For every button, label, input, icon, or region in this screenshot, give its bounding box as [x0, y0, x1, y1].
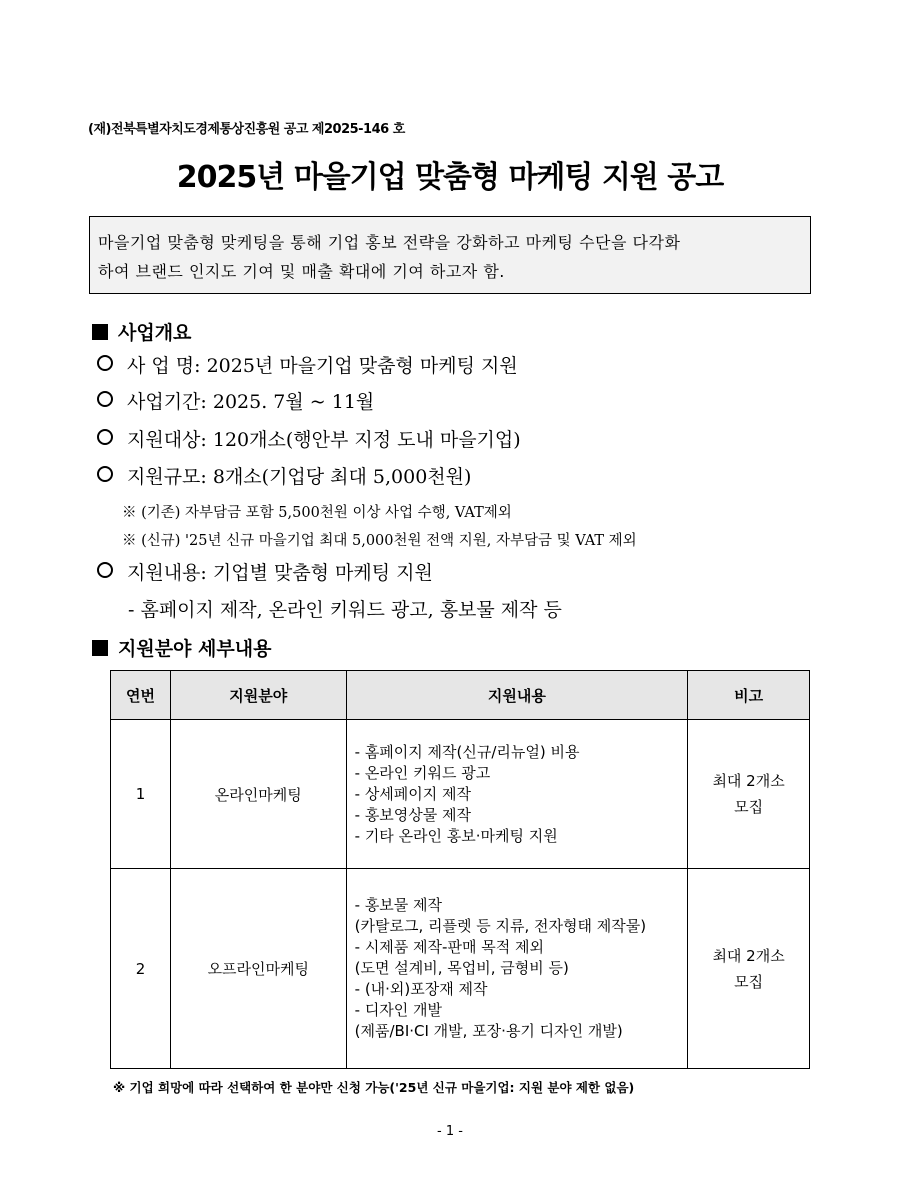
content-line: - 온라인 키워드 광고: [354, 763, 491, 782]
table-header-row: [111, 671, 810, 720]
item-target: [97, 425, 521, 452]
content-line: - 디자인 개발: [354, 1001, 443, 1019]
note-existing: ※ (기존) 자부담금 포함 5,500천원 이상 사업 수행, VAT제외: [122, 505, 512, 521]
remark-line-1: 최대 2개소: [712, 946, 785, 965]
row-contents: [346, 720, 688, 869]
circle-bullet-icon: [97, 391, 113, 407]
period-text: 사업기간: 2025. 7월 ~ 11월: [127, 391, 375, 413]
content-line: (도면 설계비, 목업비, 금형비 등): [354, 959, 569, 977]
content-text: 지원내용: 기업별 맞춤형 마케팅 지원: [127, 562, 433, 584]
page-number: - 1 -: [437, 1124, 463, 1139]
note-new: ※ (신규) '25년 신규 마을기업 최대 5,000천원 전액 지원, 자부담금 및 VAT 제외: [122, 533, 637, 549]
item-project-name: [97, 351, 518, 378]
table-row: [111, 869, 810, 1069]
content-detail: - 홈페이지 제작, 온라인 키워드 광고, 홍보물 제작 등: [128, 599, 562, 621]
header-content: 지원내용: [346, 671, 688, 720]
item-content: [97, 558, 433, 585]
row-field: 오프라인마케팅: [170, 869, 346, 1069]
item-scale: [97, 462, 471, 489]
content-line: - 홍보영상물 제작: [354, 805, 472, 824]
row-contents: [346, 869, 688, 1069]
circle-bullet-icon: [97, 355, 113, 371]
content-line: (카탈로그, 리플렛 등 지류, 전자형태 제작물): [354, 917, 647, 935]
item-period: [97, 387, 374, 414]
row-no: 1: [111, 720, 171, 869]
content-line: - 시제품 제작-판매 목적 제외: [354, 938, 544, 956]
row-field: 온라인마케팅: [170, 720, 346, 869]
remark-line-2: 모집: [734, 972, 764, 991]
row-no: 2: [111, 869, 171, 1069]
content-line: - 상세페이지 제작: [354, 784, 472, 803]
notice-number: (재)전북특별자치도경제통상진흥원 공고 제2025-146 호: [88, 122, 405, 137]
content-line: - (내·외)포장재 제작: [354, 980, 488, 998]
circle-bullet-icon: [97, 466, 113, 482]
row-remark: [688, 869, 810, 1069]
intro-line-1: 마을기업 맞춤형 맞케팅을 통해 기업 홍보 전략을 강화하고 마케팅 수단을 다각화: [98, 233, 681, 252]
intro-box: [89, 216, 811, 294]
table-row: [111, 720, 810, 869]
intro-line-2: 하여 브랜드 인지도 기여 및 매출 확대에 기여 하고자 함.: [98, 262, 505, 281]
content-line: (제품/BI·CI 개발, 포장·용기 디자인 개발): [354, 1022, 623, 1040]
page-title: 2025년 마을기업 맞춤형 마케팅 지원 공고: [176, 160, 724, 195]
target-text: 지원대상: 120개소(행안부 지정 도내 마을기업): [127, 429, 521, 451]
content-line: - 기타 온라인 홍보·마케팅 지원: [354, 826, 558, 845]
table-footnote: ※ 기업 희망에 따라 선택하여 한 분야만 신청 가능('25년 신규 마을기업: 지원 분야 제한 없음): [113, 1080, 635, 1095]
header-remark: 비고: [688, 671, 810, 720]
support-table: [110, 670, 810, 1069]
circle-bullet-icon: [97, 562, 113, 578]
remark-line-1: 최대 2개소: [712, 772, 785, 790]
circle-bullet-icon: [97, 429, 113, 445]
section-details-title: 지원분야 세부내용: [118, 638, 272, 660]
section-overview-title: 사업개요: [118, 322, 192, 344]
square-bullet-icon: [92, 324, 108, 340]
project-name-text: 사 업 명: 2025년 마을기업 맞춤형 마케팅 지원: [127, 355, 518, 377]
section-details-heading: [92, 634, 271, 661]
header-field: 지원분야: [170, 671, 346, 720]
content-line: - 홈페이지 제작(신규/리뉴얼) 비용: [354, 742, 580, 761]
scale-text: 지원규모: 8개소(기업당 최대 5,000천원): [127, 466, 472, 488]
row-remark: [688, 720, 810, 869]
header-no: 연번: [111, 671, 171, 720]
content-line: - 홍보물 제작: [354, 896, 443, 914]
square-bullet-icon: [92, 640, 108, 656]
remark-line-2: 모집: [734, 798, 764, 816]
section-overview-heading: [92, 318, 191, 345]
